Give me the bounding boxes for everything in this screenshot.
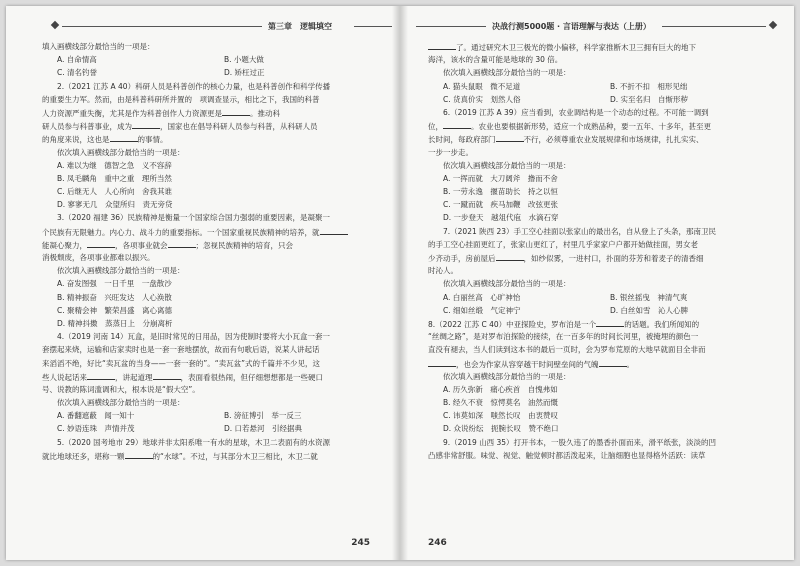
text-line (42, 330, 376, 343)
text-line (428, 40, 762, 53)
text-run: 。 (626, 359, 634, 369)
option-item: C. 后继无人 人心所向 舍我其谁 (57, 187, 173, 197)
header-rule (62, 26, 262, 27)
text-line (428, 106, 762, 119)
text-line (428, 357, 762, 370)
text-line (428, 449, 762, 462)
answer-blank (599, 357, 627, 367)
header-ornament (51, 21, 59, 29)
option-item: A. 白丽丝高 心旷神怡 (443, 292, 521, 302)
option-item: C. 一蹴而就 疾马加鞭 改弦更张 (443, 200, 559, 210)
option-item: C. 货真价实 划然人俗 (443, 94, 521, 104)
text-run: 个民族有无限魅力。内心力、战斗力的重要指标。一个国家重视民族精神的培养，就 (42, 227, 320, 237)
option-item: C. 清名钓誉 (57, 68, 98, 78)
text-line (428, 330, 762, 343)
option-item: A. 番翻遮蔽 闻一知十 (57, 411, 135, 421)
option-item: C. 妙语连珠 声情并茂 (57, 424, 135, 434)
book-header: 决战行测5000题 · 言语理解与表达（上册） (492, 22, 651, 31)
text-run: 消极颓废，各项事业都难以振兴。 (42, 253, 155, 262)
left-page-content (42, 40, 376, 528)
answer-blank (125, 449, 153, 459)
text-line (42, 264, 376, 277)
text-run: ，也会为作家从容穿越干时间壁垒间的气魄 (456, 359, 599, 369)
text-line (42, 119, 376, 132)
answer-blank (110, 132, 138, 142)
text-line (42, 251, 376, 264)
text-run: 的手工空心挂面更红了，张家山更红了，村里几乎家家户户都开始做挂面，男女老 (428, 239, 698, 249)
text-run: 依次填入画横线部分最恰当的一项是： (443, 160, 571, 170)
option-item: A. 猫头鼠眼 微不足道 (443, 81, 521, 91)
option-row (428, 93, 762, 106)
text-run: ；忽视民族精神的培育，只会 (195, 240, 293, 250)
option-item: A. 奋发图强 一日千里 一盘散沙 (57, 279, 172, 289)
option-item: D. 矫枉过正 (224, 68, 265, 78)
option-row (42, 66, 376, 79)
text-run: 依次填入画横线部分最恰当的一项是： (57, 398, 185, 408)
text-run: ，各项事业就会 (115, 240, 168, 250)
answer-blank (428, 40, 456, 50)
option-item: B. 小题大做 (224, 55, 264, 65)
text-run: 位， (428, 122, 443, 132)
text-line (42, 225, 376, 238)
text-run: 凸感非常舒服。味觉、视觉、触觉顿时都活泼起来，让脑细胞也显得格外活跃：读草 (428, 450, 706, 460)
text-run: ，表面看很热闹，但仔细想想都是一些硬口 (180, 372, 323, 382)
option-item: A. 自命情高 (57, 55, 97, 65)
text-run: 长时间，每政府部门 (428, 135, 496, 145)
text-line (428, 317, 762, 330)
option-row (42, 422, 376, 435)
text-run: 依次填入画横线部分最恰当的一项是： (57, 147, 185, 157)
option-row (428, 304, 762, 317)
header-ornament (769, 21, 777, 29)
text-run: 2.（2021 江苏 A 40）科研人员是科普创作的核心力量，也是科普创作和科学传播 (57, 81, 331, 91)
text-run: 少齐动手，房前屋后 (428, 254, 496, 263)
option-row (42, 53, 376, 66)
text-line (42, 343, 376, 356)
answer-blank (87, 238, 115, 248)
option-item: A. 历久弥新 痛心疾首 自愧弗如 (443, 384, 558, 394)
option-item: D. 实至名归 自惭形秽 (610, 94, 689, 104)
text-line (428, 238, 762, 251)
text-run: 的事情。 (137, 135, 168, 145)
text-line (42, 396, 376, 409)
option-item: C. 讳莫如深 嗤然长叹 由衷赞叹 (443, 411, 559, 421)
right-page-content (428, 40, 762, 528)
text-run: 套摆起来烧，运输和店家卖时也是一套一套地摆放，故而有句歌后语，说某人讲起话 (42, 345, 320, 355)
text-run: 6.（2019 江苏 A 39）应当看到，农业调结构是一个动态的过程。不可能一调到 (443, 107, 709, 117)
option-item: C. 聚精会神 繁荣昌盛 离心离德 (57, 305, 173, 315)
text-line (42, 146, 376, 159)
text-run: ，国家也在倡导科研人员参与科普，从科研人员 (160, 122, 318, 132)
text-line (428, 264, 762, 277)
text-run: 依次填入画横线部分最恰当的一项是： (57, 266, 185, 276)
text-run: 依次填入画横线部分最恰当的一项是： (443, 68, 571, 78)
text-line (428, 370, 762, 383)
text-run: 8.（2022 江苏 C 40）中亚探险史，罗布泊是一个 (428, 319, 597, 329)
option-item: A. 一挥而就 大刀阔斧 撸而不舍 (443, 173, 558, 183)
text-line (428, 146, 762, 159)
option-item: A. 难以为继 德智之急 义不容辞 (57, 160, 172, 170)
text-run: 9.（2019 山西 35）打开书本，一股久违了的墨香扑面而来，滑平纸张，淡淡的凹 (443, 437, 717, 447)
text-run: “丝绸之路”，是对罗布泊探险的接续，在一百多年的时间长河里，被掩埋的颜色一 (428, 332, 699, 342)
text-line (42, 211, 376, 224)
option-item: B. 凤毛麟角 重中之重 理所当然 (57, 173, 172, 183)
option-row (428, 80, 762, 93)
text-run: 些人说起话来 (42, 372, 87, 382)
text-line (42, 40, 376, 53)
text-run: 填入画横线部分最恰当的一项是： (42, 42, 155, 51)
right-page (400, 6, 794, 560)
text-run: ，如纱似雾，一进村口，扑面的芬芳和着麦子的清香细 (523, 254, 704, 263)
text-run: 的重要生力军。然而，由是科普科研所并置的 项调查显示，相比之下，我国的科普 (42, 94, 320, 104)
answer-blank (320, 225, 348, 235)
text-line (42, 238, 376, 251)
page-number: 245 (351, 538, 370, 548)
text-line (428, 343, 762, 356)
text-run: 7.（2021 陕西 23）手工空心挂面以张家山的最出名，自从登上了头条，那南卫民 (443, 226, 717, 236)
answer-blank (153, 370, 181, 380)
text-line (42, 383, 376, 396)
text-line (42, 106, 376, 119)
text-run: 人力资源严重失衡，尤其是作为科普创作人力资源更是 (42, 108, 222, 118)
answer-blank (87, 370, 115, 380)
text-line (428, 277, 762, 290)
text-line (428, 436, 762, 449)
text-run: 不行，必须尊重农业发展规律和市场规律，扎扎实实、 (523, 135, 704, 145)
text-run: 5.（2020 国考地市 29）地球并非太阳系唯一有水的星球，木卫二表面有的水资源 (57, 437, 331, 447)
text-line (428, 53, 762, 66)
text-line (428, 159, 762, 172)
answer-blank (443, 119, 471, 129)
option-item: B. 精神振奋 兴旺发达 人心涣散 (57, 292, 172, 302)
answer-blank (222, 106, 250, 116)
text-run: 的话题。我们所闻知的 (624, 319, 700, 329)
text-run: 一步一步走。 (428, 147, 473, 157)
answer-blank (168, 238, 196, 248)
text-line (42, 80, 376, 93)
text-line (428, 251, 762, 264)
option-item: B. 银丝摇曳 神清气爽 (610, 292, 688, 302)
option-item: D. 口若悬河 引经据典 (224, 424, 303, 434)
answer-blank (132, 119, 160, 129)
text-line (42, 370, 376, 383)
option-item: C. 细如丝缎 气定神宁 (443, 305, 521, 315)
text-line (42, 436, 376, 449)
option-item: B. 经久不衰 惊愕莫名 油然而慨 (443, 398, 558, 408)
text-run: 的“水球”。不过，与其部分木卫三相比，木卫二就 (152, 451, 318, 461)
text-run: 能凝心聚力， (42, 240, 87, 250)
text-run: 。推动科 (250, 108, 280, 118)
option-item: D. 白丝如雪 沁人心脾 (610, 305, 689, 315)
text-run: 就比地球还多，堪称一颗 (42, 451, 125, 461)
chapter-header: 第三章 逻辑填空 (268, 22, 332, 31)
option-item: B. 滂征博引 举一反三 (224, 411, 302, 421)
answer-blank (496, 132, 524, 142)
text-run: 直没有褪去，当人们读到这本书的最后一页时，会为罗布荒原的大地早就面目全非而 (428, 345, 706, 355)
option-item: D. 寥寥无几 众望所归 责无旁贷 (57, 200, 173, 210)
option-item: D. 众说纷纭 扼腕长叹 赞不绝口 (443, 424, 559, 434)
text-run: 了。通过研究木卫三极光的微小偏移，科学家推断木卫三拥有巨大的地下 (456, 43, 696, 52)
page-number: 246 (428, 538, 447, 548)
text-run: 4.（2019 河南 14）瓦盒，是旧时常见的日用品，因为使制时要将大小瓦盒一套一 (57, 332, 331, 342)
answer-blank (428, 357, 456, 367)
text-line (428, 119, 762, 132)
text-line (42, 357, 376, 370)
answer-blank (596, 317, 624, 327)
left-page (6, 6, 400, 560)
text-run: 研人员参与科普事业，成为 (42, 122, 132, 132)
text-run: 的角度来说，这也是 (42, 135, 110, 145)
text-run: 依次填入画横线部分最恰当的一项是： (443, 371, 571, 381)
text-line (428, 225, 762, 238)
text-run: 海洋，该水的含量可能是地球的 30 倍。 (428, 55, 563, 65)
text-line (42, 132, 376, 145)
option-item: D. 一步登天 越俎代庖 水滴石穿 (443, 213, 559, 223)
book-spread (6, 6, 794, 560)
text-run: 来滔滔不绝，好比“卖瓦盆的当身——一套一套的”。“卖瓦盆”式的千篇并不少见，这 (42, 358, 321, 368)
header-rule (416, 26, 486, 27)
text-run: 时沁人。 (428, 266, 458, 276)
text-line (428, 132, 762, 145)
text-line (428, 66, 762, 79)
text-line (42, 93, 376, 106)
text-run: 号、说教的陈词滥调和大，根本说是“假大空”。 (42, 384, 200, 394)
option-item: B. 一劳永逸 揠苗助长 持之以恒 (443, 187, 558, 197)
option-item: B. 不折不扣 相形见绌 (610, 81, 688, 91)
header-rule (662, 26, 766, 27)
text-run: 。农业也要根据新形势，适应一个成熟品种，要一五年、十多年，甚至更 (471, 122, 711, 132)
text-line (42, 449, 376, 462)
header-rule (354, 26, 392, 27)
answer-blank (496, 251, 524, 261)
text-run: ，讲起道理 (115, 372, 153, 382)
option-item: D. 精神抖擞 蒸蒸日上 分崩离析 (57, 318, 173, 328)
option-row (428, 291, 762, 304)
option-row (42, 409, 376, 422)
text-run: 依次填入画横线部分最恰当的一项是： (443, 279, 571, 289)
text-run: 3.（2020 福建 36）民族精神是衡量一个国家综合国力强弱的重要因素，是凝聚一 (57, 213, 331, 223)
